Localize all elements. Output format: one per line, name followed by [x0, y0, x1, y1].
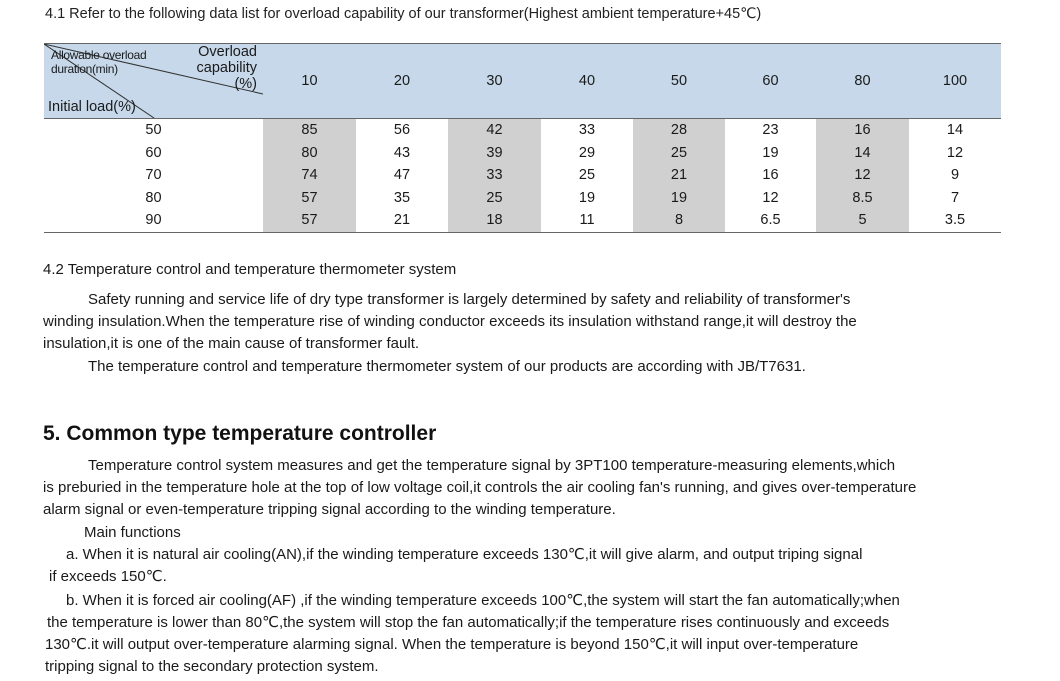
column-header: 20 — [356, 44, 448, 119]
corner-duration-label: Allowable overload duration(min) — [51, 48, 147, 76]
section-4-2-title: 4.2 Temperature control and temperature thermometer system — [43, 261, 457, 278]
table-cell: 11 — [541, 209, 633, 232]
table-cell: 8.5 — [816, 187, 909, 210]
table-cell: 33 — [448, 164, 541, 187]
table-cell: 56 — [393, 122, 411, 138]
table-cell: 23 — [762, 122, 779, 138]
column-header: 100 — [909, 44, 1001, 119]
table-cell: 21 — [633, 164, 725, 187]
table-cell: 43 — [393, 144, 411, 161]
overload-capability-table — [44, 43, 1001, 233]
paragraph-line: insulation,it is one of the main cause of transformer fault. — [43, 335, 420, 352]
table-cell: 25 — [448, 187, 541, 210]
table-cell: 18 — [448, 209, 541, 232]
table-cell: 14 — [946, 122, 964, 138]
table-cell: 33 — [578, 122, 596, 138]
paragraph-line: if exceeds 150℃. — [49, 568, 167, 585]
paragraph-line: tripping signal to the secondary protection system. — [45, 658, 379, 675]
column-header: 30 — [448, 44, 541, 119]
column-header: 10 — [263, 44, 356, 119]
corner-capability-label: Overload capability (%) — [196, 44, 257, 92]
table-cell: 25 — [633, 142, 725, 165]
table-row — [44, 187, 1001, 210]
initial-load-cell: 90 — [44, 209, 263, 232]
paragraph-line: is preburied in the temperature hole at the top of low voltage coil,it controls the air cooling fan's running, and gives over-temperature — [43, 479, 917, 496]
table-cell: 19 — [578, 189, 596, 206]
column-header: 60 — [725, 44, 816, 119]
corner-initial-load-label: Initial load(%) — [48, 99, 136, 115]
table-cell: 8 — [633, 209, 725, 232]
table-cell: 85 — [263, 119, 356, 142]
table-cell: 16 — [762, 167, 779, 183]
paragraph-line: 130℃.it will output over-temperature alarming signal. When the temperature is beyond 150℃,it will input over-temperature — [45, 636, 859, 653]
paragraph-line: the temperature is lower than 80℃,the system will stop the fan automatically;if the temperature rises continuously and exceeds — [47, 614, 890, 631]
table-cell: 47 — [393, 167, 411, 183]
paragraph-line: winding insulation.When the temperature rise of winding conductor exceeds its insulation withstand range,it will destroy the — [43, 313, 857, 330]
section-4-1-title: 4.1 Refer to the following data list for overload capability of our transformer(Highest ambient temperature+45℃) — [45, 6, 762, 22]
table-cell: 35 — [393, 189, 411, 206]
table-corner-cell — [44, 44, 263, 119]
column-header: 50 — [633, 44, 725, 119]
table-cell: 9 — [950, 167, 960, 183]
table-cell: 19 — [633, 187, 725, 210]
table-cell: 14 — [816, 142, 909, 165]
table-cell: 57 — [263, 209, 356, 232]
table-cell: 3.5 — [909, 209, 1001, 232]
initial-load-cell: 70 — [145, 167, 162, 183]
table-row — [44, 209, 1001, 232]
section-5-heading: 5. Common type temperature controller — [43, 422, 437, 445]
table-cell: 29 — [578, 144, 596, 161]
table-cell: 25 — [578, 167, 596, 183]
paragraph-line: alarm signal or even-temperature tripping signal according to the winding temperature. — [43, 501, 616, 518]
table-cell: 39 — [448, 142, 541, 165]
table-cell: 5 — [816, 209, 909, 232]
table-cell: 57 — [263, 187, 356, 210]
table-cell: 12 — [762, 189, 779, 206]
table-cell: 28 — [633, 119, 725, 142]
main-functions-label: Main functions — [84, 524, 181, 541]
table-header-row — [44, 44, 1001, 119]
table-cell: 80 — [263, 142, 356, 165]
table-cell: 74 — [263, 164, 356, 187]
table-row — [44, 119, 1001, 142]
column-header: 80 — [816, 44, 909, 119]
column-header: 40 — [541, 44, 633, 119]
table-cell: 6.5 — [725, 209, 816, 232]
table-cell: 16 — [816, 119, 909, 142]
initial-load-cell: 50 — [145, 122, 162, 138]
paragraph-line: b. When it is forced air cooling(AF) ,if the winding temperature exceeds 100℃,the system will start the fan automatically;when — [66, 592, 900, 609]
table-cell: 12 — [946, 144, 964, 161]
table-cell: 7 — [950, 189, 960, 206]
table-row — [44, 142, 1001, 165]
paragraph-line: Temperature control system measures and get the temperature signal by 3PT100 temperature-measuring elements,which — [88, 457, 896, 474]
table-cell: 42 — [448, 119, 541, 142]
paragraph-line: Safety running and service life of dry type transformer is largely determined by safety and reliability of transformer's — [88, 291, 851, 308]
table-cell: 19 — [762, 144, 779, 161]
initial-load-cell: 60 — [145, 144, 162, 161]
table-cell: 21 — [356, 209, 448, 232]
initial-load-cell: 80 — [145, 189, 162, 206]
paragraph-line: a. When it is natural air cooling(AN),if the winding temperature exceeds 130℃,it will give alarm, and output triping signal — [66, 546, 863, 563]
paragraph-line: The temperature control and temperature thermometer system of our products are according with JB/T7631. — [88, 358, 806, 375]
table-cell: 12 — [816, 164, 909, 187]
table-row — [44, 164, 1001, 187]
